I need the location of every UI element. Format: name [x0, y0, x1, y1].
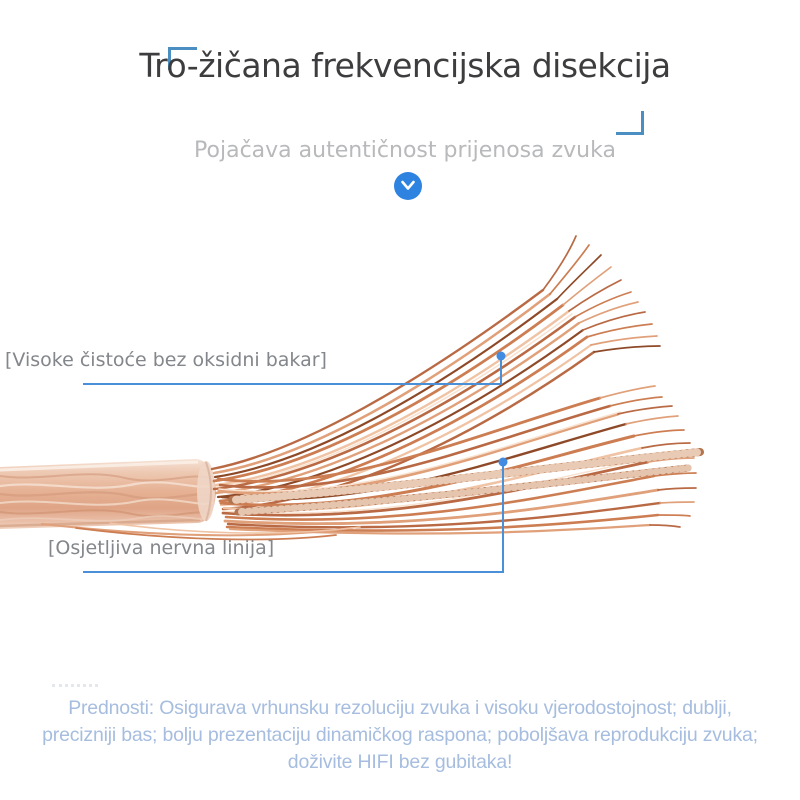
callout-label-copper: [Visoke čistoće bez oksidni bakar] — [5, 349, 327, 371]
leader-dot-copper — [497, 352, 506, 361]
page-subtitle: Pojačava autentičnost prijenosa zvuka — [194, 138, 616, 163]
leader-dot-nerve — [499, 458, 508, 467]
page-title: Tro-žičana frekvencijska disekcija — [139, 46, 671, 85]
callout-label-nerve: [Osjetljiva nervna linija] — [48, 537, 275, 559]
cable-insulated-body — [0, 459, 216, 529]
benefits-text: Prednosti: Osigurava vrhunsku rezoluciju zvuka i visoku vjerodostojnost; dublji, precizniji bas; bolju prezentaciju dinamičkog raspona; poboljšava reprodukciju zvuka; doživite HIFI bez gubitaka! — [42, 697, 758, 773]
cropped-text-artifact — [52, 684, 98, 687]
